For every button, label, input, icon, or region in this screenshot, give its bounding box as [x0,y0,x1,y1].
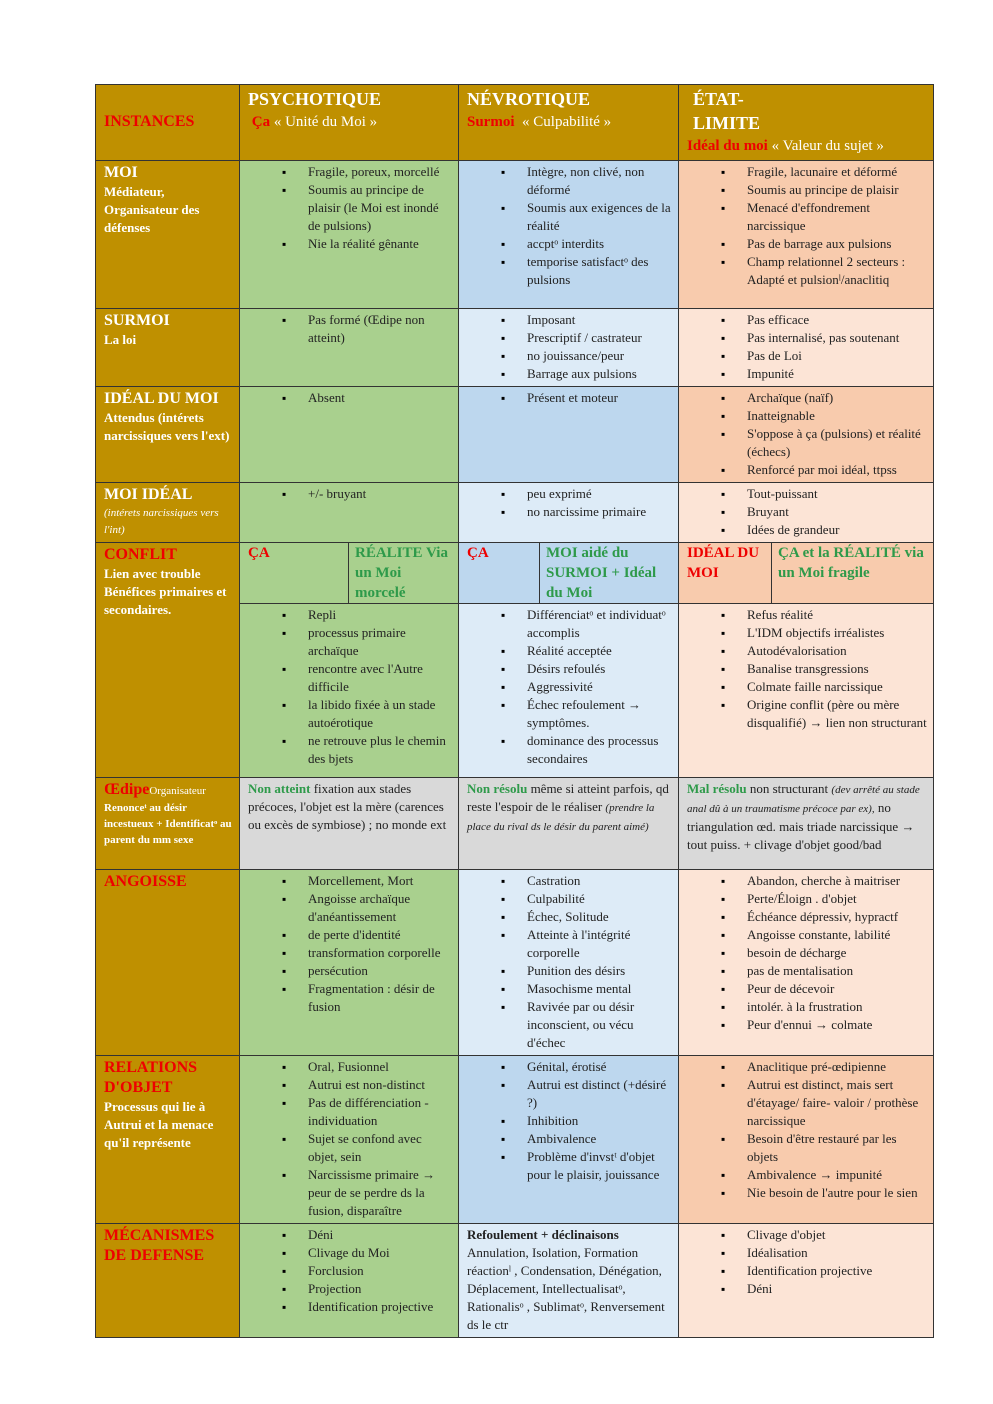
list-item: ▪ Différenciatᵒ et individuatᵒ accomplis [527,606,672,642]
list-item: ▪ Renforcé par moi idéal, ttpss [747,461,927,479]
list-item: ▪ Ambivalence → impunité [747,1166,927,1184]
oedipe-nevrotique [459,778,679,870]
list-item: ▪ Culpabilité [527,890,672,908]
bullet-list [248,485,452,503]
angoisse-psychotique [240,870,459,1056]
list-item: ▪ la libido fixée à un stade autoérotique [308,696,452,732]
row-surmoi-label [96,309,240,387]
row-moi-label [96,161,240,309]
list-item: ▪ Ravivée par ou désir inconscient, ou vécu d'échec [527,998,672,1052]
bullet-list [467,389,672,407]
etat-limite-key: Idéal du moi [687,138,768,154]
ideal-psychotique [240,387,459,483]
ideal-etat-limite [679,387,934,483]
list-item: ▪ Identification projective [747,1262,927,1280]
ideal-sub: Attendus (intérets narcissiques vers l'ext) [104,410,230,443]
row-surmoi [96,309,934,387]
list-item: ▪ no jouissance/peur [527,347,672,365]
bullet-list [687,485,927,539]
angoisse-etat-limite [679,870,934,1056]
list-item: ▪ peu exprimé [527,485,672,503]
list-item: ▪ intolér. à la frustration [747,998,927,1016]
nevrotique-title: NÉVROTIQUE [467,89,591,109]
bullet-list [248,311,452,347]
list-item: ▪ besoin de décharge [747,944,927,962]
row-moi-ideal-label [96,483,240,543]
oedipe-nevro-text: même si atteint parfois, qd reste l'espoir de le réaliser [467,781,669,814]
oedipe-psycho-text: fixation aux stades précoces, l'objet est la mère (carences ou excès de symbiose) ; no monde ext [248,781,447,832]
list-item: ▪ ne retrouve plus le chemin des bjets [308,732,452,768]
oedipe-nevro-key: Non résolu [467,781,528,796]
list-item: ▪ Archaïque (naïf) [747,389,927,407]
list-item: ▪ Morcellement, Mort [308,872,452,890]
moi-etat-limite [679,161,934,309]
conflit-title: CONFLIT [104,546,177,563]
list-item: ▪ Forclusion [308,1262,452,1280]
bullet-list [467,606,672,768]
list-item: ▪ Peur d'ennui → colmate [747,1016,927,1034]
list-item: ▪ L'IDM objectifs irréalistes [747,624,927,642]
conflit-nevrotique-head [459,543,679,604]
relations-nevrotique [459,1056,679,1224]
conflit-psychotique-head [240,543,459,604]
list-item: ▪ Clivage du Moi [308,1244,452,1262]
moi-nevrotique [459,161,679,309]
mecanismes-etat-limite [679,1224,934,1338]
relations-sub: Processus qui lie à Autrui et la menace qu'il représente [104,1099,214,1150]
list-item: ▪ Nie la réalité gênante [308,235,452,253]
moi-sub: Médiateur, Organisateur des défenses [104,184,200,235]
moi-title: MOI [104,164,138,181]
bullet-list [248,163,452,253]
conflit-sub: Lien avec trouble Bénéfices primaires et secondaires. [104,566,227,617]
list-item: ▪ no narcissime primaire [527,503,672,521]
surmoi-nevrotique [459,309,679,387]
row-moi-ideal [96,483,934,543]
surmoi-sub: La loi [104,332,137,347]
list-item: ▪ Anaclitique pré-œdipienne [747,1058,927,1076]
psychotique-title: PSYCHOTIQUE [248,89,382,109]
moi-ideal-psychotique [240,483,459,543]
list-item: ▪ Idéalisation [747,1244,927,1262]
surmoi-psychotique [240,309,459,387]
list-item: ▪ Identification projective [308,1298,452,1316]
row-relations [96,1056,934,1224]
list-item: ▪ Réalité acceptée [527,642,672,660]
surmoi-etat-limite [679,309,934,387]
list-item: ▪ Présent et moteur [527,389,672,407]
list-item: ▪ Problème d'invstᵗ d'objet pour le plaisir, jouissance [527,1148,672,1184]
oedipe-limite-italic: (dev arrêté au stade anal dû à un traumatisme précoce par ex), [687,784,920,815]
list-item: ▪ Projection [308,1280,452,1298]
list-item: ▪ persécution [308,962,452,980]
header-etat-limite [679,85,934,161]
conflit-nevro-b: MOI aidé du SURMOI + Idéal du Moi [546,545,657,601]
oedipe-limite-text2: no triangulation œd. mais triade narcissique → tout puiss. + clivage d'objet good/bad [687,800,915,852]
list-item: ▪ Banalise transgressions [747,660,927,678]
list-item: ▪ Peur de décevoir [747,980,927,998]
comparison-table [95,84,934,1338]
list-item: ▪ Pas de différenciation - individuation [308,1094,452,1130]
list-item: ▪ Oral, Fusionnel [308,1058,452,1076]
list-item: ▪ Clivage d'objet [747,1226,927,1244]
mecanismes-title: MÉCANISMES DE DEFENSE [104,1227,215,1264]
mecanismes-nevro-head: Refoulement + déclinaisons [467,1227,619,1242]
list-item: ▪ Autrui est non-distinct [308,1076,452,1094]
moi-psychotique [240,161,459,309]
conflit-nevrotique [459,604,679,778]
header-row [96,85,934,161]
list-item: ▪ accptᵒ interdits [527,235,672,253]
oedipe-nevro-italic: (prendre la place du rival ds le désir du parent aimé) [467,802,655,833]
oedipe-limite-key: Mal résolu [687,781,747,796]
header-nevrotique [459,85,679,161]
list-item: ▪ Intègre, non clivé, non déformé [527,163,672,199]
bullet-list [467,872,672,1052]
list-item: ▪ Déni [308,1226,452,1244]
list-item: ▪ Autodévalorisation [747,642,927,660]
list-item: ▪ Angoisse archaïque d'anéantissement [308,890,452,926]
psychotique-key: Ça [251,114,271,130]
list-item: ▪ Masochisme mental [527,980,672,998]
conflit-psychotique [240,604,459,778]
relations-etat-limite [679,1056,934,1224]
list-item: ▪ Aggressivité [527,678,672,696]
list-item: ▪ Soumis aux exigences de la réalité [527,199,672,235]
list-item: ▪ Origine conflit (père ou mère disqualifié) → lien non structurant [747,696,927,732]
list-item: ▪ dominance des processus secondaires [527,732,672,768]
list-item: ▪ Colmate faille narcissique [747,678,927,696]
list-item: ▪ Déni [747,1280,927,1298]
header-psychotique [240,85,459,161]
document-page [95,84,933,1338]
list-item: ▪ Fragile, poreux, morcellé [308,163,452,181]
conflit-etat-limite [679,604,934,778]
bullet-list [467,1058,672,1184]
list-item: ▪ Repli [308,606,452,624]
list-item: ▪ Castration [527,872,672,890]
etat-limite-sub: « Valeur du sujet » [771,138,884,154]
list-item: ▪ Pas internalisé, pas soutenant [747,329,927,347]
list-item: ▪ Angoisse constante, labilité [747,926,927,944]
mecanismes-nevrotique [459,1224,679,1338]
conflit-etat-limite-head [679,543,934,604]
list-item: ▪ Désirs refoulés [527,660,672,678]
bullet-list [467,163,672,289]
list-item: ▪ Atteinte à l'intégrité corporelle [527,926,672,962]
bullet-list [467,311,672,383]
list-item: ▪ rencontre avec l'Autre difficile [308,660,452,696]
conflit-nevro-a: ÇA [459,543,540,603]
instances-label: INSTANCES [104,113,195,130]
mecanismes-nevro-text: Annulation, Isolation, Formation réactionˡ , Condensation, Dénégation, Déplacement, Intellectualisatᵒ, Rationalisᵒ , Sublimatᵒ, Renversement ds le ctr [467,1245,665,1332]
ideal-title: IDÉAL DU MOI [104,390,219,407]
moi-ideal-nevrotique [459,483,679,543]
oedipe-sub: Renonceᵗ au désir incestueux + Identificatᵒ au parent du mm sexe [104,802,232,846]
relations-psychotique [240,1056,459,1224]
nevrotique-key: Surmoi [467,114,515,130]
list-item: ▪ Prescriptif / castrateur [527,329,672,347]
row-mecanismes-label [96,1224,240,1338]
bullet-list [248,606,452,768]
oedipe-title: Œdipe [104,781,150,798]
conflit-psycho-a: ÇA [240,543,349,603]
list-item: ▪ Soumis au principe de plaisir [747,181,927,199]
list-item: ▪ Barrage aux pulsions [527,365,672,383]
list-item: ▪ Nie besoin de l'autre pour le sien [747,1184,927,1202]
list-item: ▪ Inhibition [527,1112,672,1130]
list-item: ▪ temporise satisfactᵒ des pulsions [527,253,672,289]
nevrotique-sub: « Culpabilité » [522,114,612,130]
list-item: ▪ Ambivalence [527,1130,672,1148]
list-item: ▪ Narcissisme primaire → peur de se perdre ds la fusion, disparaître [308,1166,452,1220]
list-item: ▪ Punition des désirs [527,962,672,980]
list-item: ▪ +/- bruyant [308,485,452,503]
list-item: ▪ Soumis au principe de plaisir (le Moi est inondé de pulsions) [308,181,452,235]
bullet-list [687,163,927,289]
list-item: ▪ Pas de Loi [747,347,927,365]
row-oedipe-label [96,778,240,870]
header-instances [96,85,240,161]
list-item: ▪ Génital, érotisé [527,1058,672,1076]
bullet-list [467,485,672,521]
list-item: ▪ Autrui est distinct (+désiré ?) [527,1076,672,1112]
row-moi [96,161,934,309]
psychotique-sub: « Unité du Moi » [273,114,378,130]
etat-limite-title: ÉTAT-LIMITE [693,89,761,133]
bullet-list [687,1058,927,1202]
list-item: ▪ transformation corporelle [308,944,452,962]
row-conflit-label [96,543,240,778]
moi-ideal-sub: (intérets narcissiques vers l'int) [104,507,219,536]
list-item: ▪ Pas de barrage aux pulsions [747,235,927,253]
row-oedipe [96,778,934,870]
list-item: ▪ Échéance dépressiv, hypractf [747,908,927,926]
mecanismes-psychotique [240,1224,459,1338]
oedipe-title-small: Organisateur [149,785,206,797]
bullet-list [687,606,927,732]
list-item: ▪ S'oppose à ça (pulsions) et réalité (échecs) [747,425,927,461]
list-item: ▪ Inatteignable [747,407,927,425]
oedipe-etat-limite [679,778,934,870]
bullet-list [248,1226,452,1316]
list-item: ▪ Absent [308,389,452,407]
list-item: ▪ Idées de grandeur [747,521,927,539]
bullet-list [248,1058,452,1220]
bullet-list [687,311,927,383]
moi-ideal-etat-limite [679,483,934,543]
row-conflit-top [96,543,934,604]
list-item: ▪ de perte d'identité [308,926,452,944]
list-item: ▪ pas de mentalisation [747,962,927,980]
bullet-list [687,389,927,479]
angoisse-title: ANGOISSE [104,873,187,890]
list-item: ▪ Impunité [747,365,927,383]
list-item: ▪ Sujet se confond avec objet, sein [308,1130,452,1166]
conflit-limite-b: ÇA et la RÉALITÉ via un Moi fragile [778,545,924,581]
bullet-list [248,389,452,407]
oedipe-psycho-key: Non atteint [248,781,311,796]
list-item: ▪ Pas formé (Œdipe non atteint) [308,311,452,347]
list-item: ▪ Abandon, cherche à maitriser [747,872,927,890]
oedipe-limite-text: non structurant [749,781,829,796]
row-mecanismes [96,1224,934,1338]
angoisse-nevrotique [459,870,679,1056]
moi-ideal-title: MOI IDÉAL [104,486,193,503]
list-item: ▪ Bruyant [747,503,927,521]
list-item: ▪ Perte/Éloign . d'objet [747,890,927,908]
list-item: ▪ Besoin d'être restauré par les objets [747,1130,927,1166]
list-item: ▪ Pas efficace [747,311,927,329]
conflit-limite-a: IDÉAL DU MOI [679,543,772,603]
row-ideal-du-moi [96,387,934,483]
list-item: ▪ Tout-puissant [747,485,927,503]
bullet-list [248,872,452,1016]
list-item: ▪ Autrui est distinct, mais sert d'étayage/ faire- valoir / prothèse narcissique [747,1076,927,1130]
row-angoisse-label [96,870,240,1056]
list-item: ▪ Échec refoulement → symptômes. [527,696,672,732]
relations-title: RELATIONS D'OBJET [104,1059,198,1096]
bullet-list [687,872,927,1034]
list-item: ▪ Refus réalité [747,606,927,624]
list-item: ▪ Fragmentation : désir de fusion [308,980,452,1016]
row-ideal-label [96,387,240,483]
list-item: ▪ Champ relationnel 2 secteurs : Adapté et pulsionˡ/anaclitiq [747,253,927,289]
list-item: ▪ Fragile, lacunaire et déformé [747,163,927,181]
row-angoisse [96,870,934,1056]
row-relations-label [96,1056,240,1224]
ideal-nevrotique [459,387,679,483]
conflit-psycho-b: RÉALITE Via un Moi morcelé [355,545,448,601]
surmoi-title: SURMOI [104,312,170,329]
oedipe-psychotique [240,778,459,870]
list-item: ▪ Échec, Solitude [527,908,672,926]
list-item: ▪ Imposant [527,311,672,329]
bullet-list [687,1226,927,1298]
list-item: ▪ processus primaire archaïque [308,624,452,660]
list-item: ▪ Menacé d'effondrement narcissique [747,199,927,235]
